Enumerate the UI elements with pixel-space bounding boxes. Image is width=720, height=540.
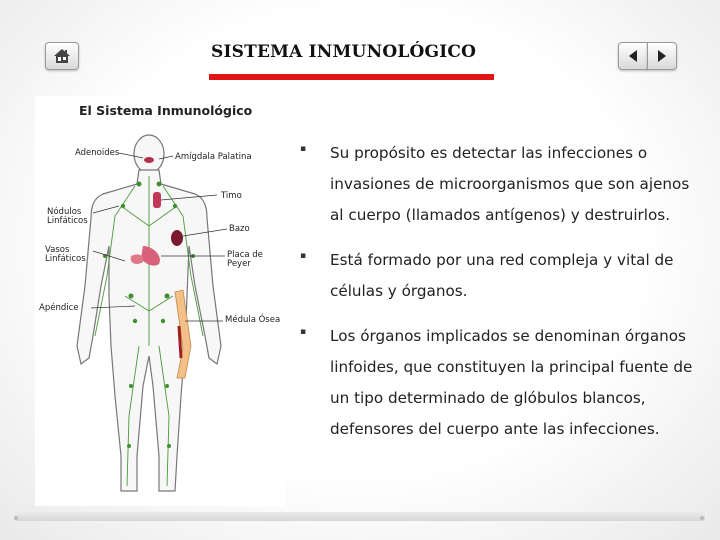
label-vasos-linfaticos: Vasos Linfáticos [45,245,86,264]
title-underline [209,74,494,80]
label-amigdala-palatina: Amígdala Palatina [175,152,252,162]
previous-button[interactable] [618,42,648,70]
bullet-marker: ▪ [300,251,307,261]
label-nodulos-linfaticos: Nódulos Linfáticos [47,207,88,226]
home-button[interactable] [45,42,79,70]
bullet-text: Está formado por una red compleja y vital de células y órganos. [330,251,674,300]
list-item [300,138,695,231]
label-bazo: Bazo [229,224,250,234]
corner-dot [14,516,18,520]
label-apendice: Apéndice [39,303,79,313]
arrow-left-icon [628,50,638,62]
footer-bar [15,512,705,521]
label-timo: Timo [221,191,242,201]
bullet-text: Su propósito es detectar las infecciones o invasiones de microorganismos que son ajenos al cuerpo (llamados antígenos) y destruirlos. [330,144,690,224]
diagram-heading: El Sistema Inmunológico [79,103,253,118]
corner-dot [700,516,704,520]
list-item [300,245,695,307]
bullet-list [300,138,695,459]
bullet-marker: ▪ [300,144,307,154]
label-medula-osea: Médula Ósea [225,315,281,325]
bullet-text: Los órganos implicados se denominan órganos linfoides, que constituyen la principal fuente de un tipo determinado de glóbulos blancos, defensores del cuerpo ante las infecciones. [330,327,693,438]
next-button[interactable] [647,42,677,70]
home-icon [53,48,71,64]
immune-system-diagram [35,96,285,506]
arrow-right-icon [657,50,667,62]
slide-title: SISTEMA INMUNOLÓGICO [211,42,477,62]
bullet-marker: ▪ [300,327,307,337]
list-item [300,321,695,445]
label-placa-de-peyer: Placa de Peyer [227,250,263,269]
label-adenoides: Adenoides [75,148,120,158]
